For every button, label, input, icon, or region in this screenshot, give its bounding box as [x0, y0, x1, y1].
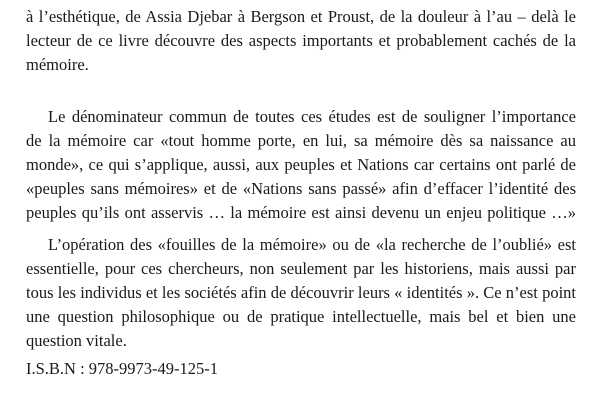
paragraph-line: essentielle, pour ces chercheurs, non seulement par les historiens, mais aussi par — [26, 259, 576, 278]
paragraph-2 — [26, 105, 576, 225]
paragraph-line: une question philosophique ou de pratique intellectuelle, mais bel et bien une — [26, 307, 576, 326]
paragraph-3 — [26, 233, 576, 353]
paragraph-line: à l’esthétique, de Assia Djebar à Bergson et Proust, de la douleur à l’au – delà le — [26, 7, 576, 26]
paragraph-line: «peuples sans mémoires» et de «Nations sans passé» afin d’effacer l’identité des — [26, 179, 576, 198]
paragraph-line: lecteur de ce livre découvre des aspects importants et probablement cachés de la — [26, 31, 576, 50]
paragraph-line: peuples qu’ils ont asservis … la mémoire est ainsi devenu un enjeu politique …» — [26, 203, 576, 222]
paragraph-line: monde», ce qui s’applique, aussi, aux peuples et Nations car certains ont parlé de — [26, 155, 576, 174]
paragraph-line: L’opération des «fouilles de la mémoire» ou de «la recherche de l’oublié» est — [48, 235, 576, 254]
paragraph-line: Le dénominateur commun de toutes ces études est de souligner l’importance — [48, 107, 576, 126]
paragraph-line: de la mémoire car «tout homme porte, en lui, sa mémoire dès sa naissance au — [26, 131, 576, 150]
isbn-line: I.S.B.N : 978-9973-49-125-1 — [26, 359, 219, 378]
paragraph-line: tous les individus et les sociétés afin de découvrir leurs « identités ». Ce n’est point — [26, 283, 576, 302]
paragraph-line: question vitale. — [26, 331, 127, 350]
paragraph-1 — [26, 5, 576, 77]
paragraph-line: mémoire. — [26, 55, 89, 74]
